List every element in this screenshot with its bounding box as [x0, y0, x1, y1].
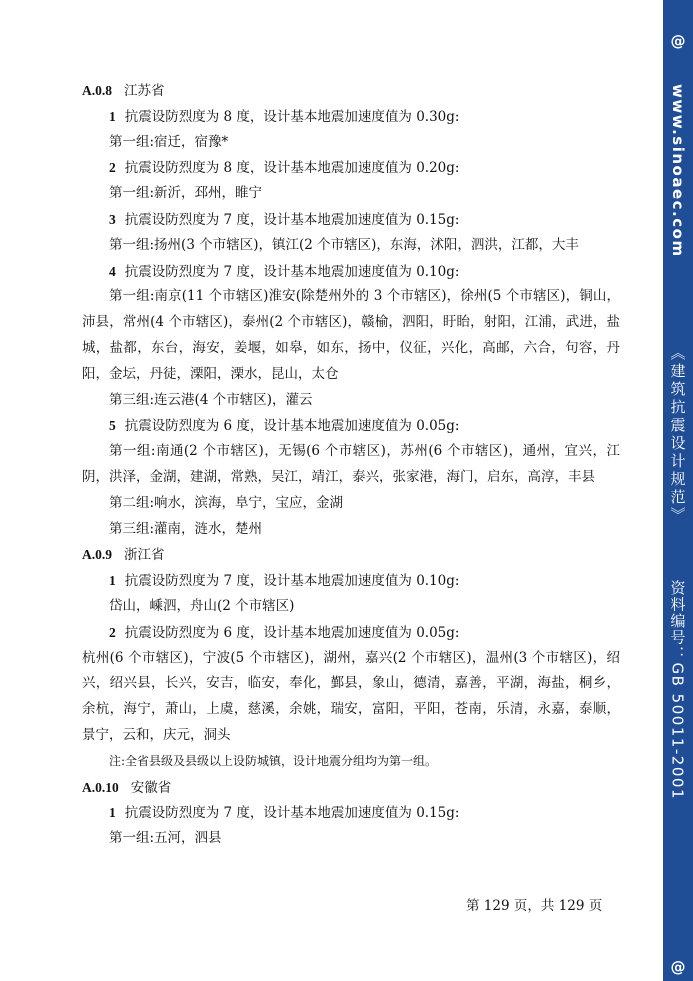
- group-paragraph: 杭州(6 个市辖区)，宁波(5 个市辖区)，湖州，嘉兴(2 个市辖区)，温州(3 个市辖区)，绍兴，绍兴县，长兴，安吉，临安，奉化，鄞县，象山，德清，嘉善，平湖，海盐，桐乡，余杭，海宁，萧山，上虞，慈溪，余姚，瑞安，富阳，平阳，苍南，乐清，永嘉，泰顺，景宁，云和，庆元，洞头: [82, 649, 620, 743]
- group-paragraph: 第一组:五河，泗县: [109, 830, 222, 847]
- group-paragraph: 第一组:南京(11 个市辖区)淮安(除楚州外的 3 个市辖区)，徐州(5 个市辖区)，铜山，沛县，常州(4 个市辖区)，泰州(2 个市辖区)，赣榆，泗阳，盱眙，射阳，江浦，武进，盐城，盐都，东台，海安，姜堰，如皋，如东，扬中，仪征，兴化，高邮，六合，句容，丹阳，金坛，丹徒，溧阳，溧水，昆山，太仓: [82, 288, 620, 382]
- group-paragraph: 第一组:宿迁，宿豫*: [109, 133, 229, 150]
- website-link[interactable]: www.sinoaec.com: [669, 84, 687, 258]
- list-item: 2 抗震设防烈度为 8 度，设计基本地震加速度值为 0.20g:: [109, 160, 460, 177]
- section-heading: A.0.10 安徽省: [82, 779, 172, 796]
- sidebar-banner: [663, 0, 693, 981]
- book-title: 《建筑抗震设计规范》: [668, 345, 687, 525]
- group-paragraph: 第一组:新沂，邳州，睢宁: [109, 185, 263, 202]
- at-sign-icon: @: [670, 958, 686, 976]
- group-paragraph: 第三组:连云港(4 个市辖区)，灌云: [109, 391, 313, 408]
- section-note: 注:全省县级及县级以上设防城镇，设计地震分组均为第一组。: [109, 753, 438, 768]
- list-item: 2 抗震设防烈度为 6 度，设计基本地震加速度值为 0.05g:: [109, 624, 460, 641]
- list-item: 1 抗震设防烈度为 7 度，设计基本地震加速度值为 0.10g:: [109, 573, 460, 590]
- group-paragraph: 第三组:灌南，涟水，楚州: [109, 520, 263, 537]
- document-code: 资料编号：GB 50011-2001: [668, 580, 687, 800]
- group-paragraph: 岱山，嵊泗，舟山(2 个市辖区): [109, 597, 295, 614]
- list-item: 4 抗震设防烈度为 7 度，设计基本地震加速度值为 0.10g:: [109, 263, 460, 280]
- group-paragraph: 第一组:扬州(3 个市辖区)，镇江(2 个市辖区)，东海，沭阳，泗洪，江都，大丰: [109, 236, 579, 253]
- page-number: 第 129 页，共 129 页: [466, 898, 603, 914]
- content-area: [82, 78, 620, 852]
- group-paragraph: 第二组:响水，滨海，阜宁，宝应，金湖: [109, 494, 344, 511]
- at-sign-icon: @: [670, 32, 686, 50]
- list-item: 5 抗震设防烈度为 6 度，设计基本地震加速度值为 0.05g:: [109, 418, 460, 435]
- section-heading: A.0.9 浙江省: [82, 547, 165, 564]
- group-paragraph: 第一组:南通(2 个市辖区)，无锡(6 个市辖区)，苏州(6 个市辖区)，通州，宜兴，江阴，洪泽，金湖，建湖，常熟，吴江，靖江，泰兴，张家港，海门，启东，高淳，丰县: [82, 443, 620, 485]
- list-item: 1 抗震设防烈度为 7 度，设计基本地震加速度值为 0.15g:: [109, 805, 460, 822]
- section-heading: A.0.8 江苏省: [82, 83, 165, 99]
- list-item: 3 抗震设防烈度为 7 度，设计基本地震加速度值为 0.15g:: [109, 211, 460, 228]
- list-item: 1 抗震设防烈度为 8 度，设计基本地震加速度值为 0.30g:: [109, 108, 460, 125]
